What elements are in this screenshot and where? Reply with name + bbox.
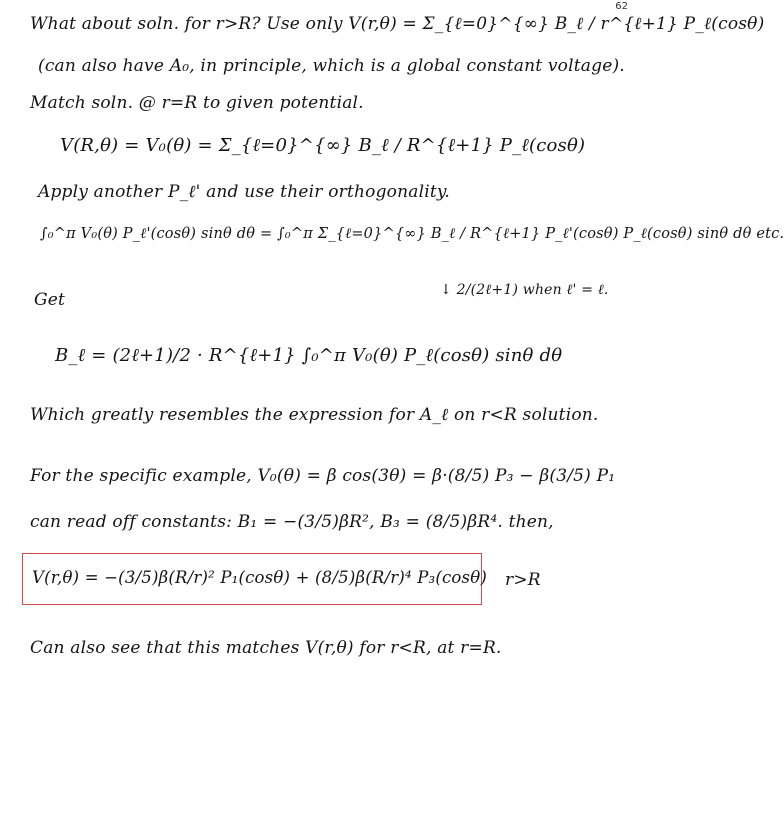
equation-boundary: V(R,θ) = V₀(θ) = Σ_{ℓ=0}^{∞} B_ℓ / R^{ℓ+1} P_ℓ(cosθ)	[60, 135, 586, 156]
line-constant-voltage: (can also have A₀, in principle, which is a global constant voltage).	[38, 56, 625, 76]
equation-integral: ∫₀^π V₀(θ) P_ℓ'(cosθ) sinθ dθ = ∫₀^π Σ_{ℓ=0}^{∞} B_ℓ / R^{ℓ+1} P_ℓ'(cosθ) P_ℓ(cosθ) sinθ dθ etc.	[40, 226, 784, 242]
label-r-greater-R: r>R	[505, 570, 541, 590]
line-orthogonality: Apply another P_ℓ' and use their orthogonality.	[38, 182, 451, 202]
line-read-constants: can read off constants: B₁ = −(3/5)βR², B₃ = (8/5)βR⁴. then,	[30, 512, 554, 532]
equation-b-ell: B_ℓ = (2ℓ+1)/2 · R^{ℓ+1} ∫₀^π V₀(θ) P_ℓ(cosθ) sinθ dθ	[55, 345, 563, 366]
annotation-orthogonality: ↓ 2/(2ℓ+1) when ℓ' = ℓ.	[440, 282, 609, 298]
line-get: Get	[34, 290, 66, 310]
line-soln-outside: What about soln. for r>R? Use only V(r,θ) = Σ_{ℓ=0}^{∞} B_ℓ / r^{ℓ+1} P_ℓ(cosθ)	[30, 14, 765, 34]
line-matches: Can also see that this matches V(r,θ) for r<R, at r=R.	[30, 638, 502, 658]
line-specific-example: For the specific example, V₀(θ) = β cos(3θ) = β·(8/5) P₃ − β(3/5) P₁	[30, 466, 616, 486]
page-number: 62	[615, 1, 628, 12]
equation-result: V(r,θ) = −(3/5)β(R/r)² P₁(cosθ) + (8/5)β(R/r)⁴ P₃(cosθ)	[32, 568, 487, 587]
line-match-soln: Match soln. @ r=R to given potential.	[30, 93, 364, 113]
line-resembles: Which greatly resembles the expression for A_ℓ on r<R solution.	[30, 405, 599, 425]
